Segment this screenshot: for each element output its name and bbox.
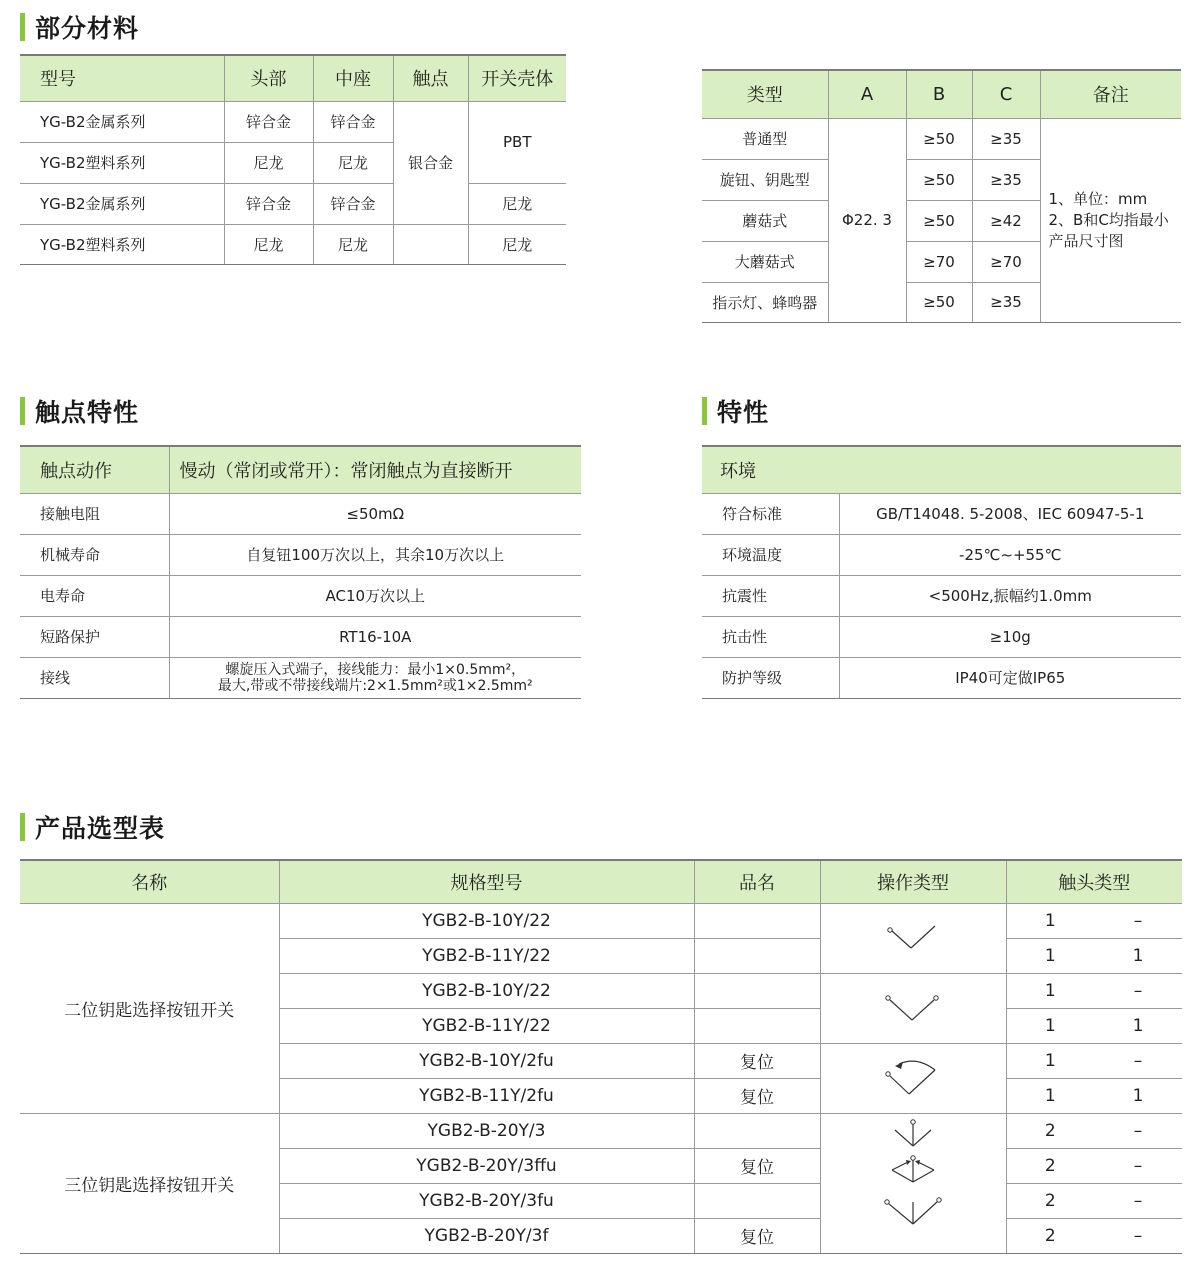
col-header-contact: 触点 [393, 55, 468, 101]
cell-value: <500Hz,振幅约1.0mm [839, 575, 1181, 616]
table-row [702, 616, 1181, 657]
features-header: 环境 [702, 446, 1181, 493]
cell-model: YGB2-B-20Y/3ffu [279, 1148, 694, 1183]
cell-a-merged: Φ22. 3 [828, 118, 906, 322]
col-header-contact-type: 触头类型 [1006, 860, 1182, 903]
contact-table [20, 445, 581, 699]
cell-shell: 尼龙 [468, 183, 566, 224]
cell-type: 普通型 [702, 118, 828, 159]
cell-note-merged [1040, 118, 1181, 322]
cell-type: 旋钮、钥匙型 [702, 159, 828, 200]
cell-pin: 复位 [694, 1218, 820, 1253]
cell-head: 锌合金 [224, 183, 313, 224]
cell-pin: 复位 [694, 1148, 820, 1183]
cell-value: -25℃~+55℃ [839, 534, 1181, 575]
contact-section-title [20, 394, 139, 428]
cell-model: YGB2-B-20Y/3f [279, 1218, 694, 1253]
cell-label: 短路保护 [20, 616, 169, 657]
cell-pin [694, 973, 820, 1008]
cell-pin: 复位 [694, 1043, 820, 1078]
features-header-row [702, 446, 1181, 493]
key-left-icon [820, 903, 1006, 973]
title-accent-bar [702, 397, 707, 425]
cell-value: RT16-10A [169, 616, 581, 657]
col-header-a: A [828, 70, 906, 118]
cell-model: YG-B2塑料系列 [20, 142, 224, 183]
cell-model: YGB2-B-11Y/22 [279, 938, 694, 973]
dimensions-header-row [702, 70, 1181, 118]
cell-type: 大蘑菇式 [702, 241, 828, 282]
col-header-c: C [972, 70, 1040, 118]
cell-value: ≥10g [839, 616, 1181, 657]
cell-contact-no: 1 [1006, 1078, 1094, 1113]
contact-title-text: 触点特性 [35, 398, 140, 427]
cell-value: AC10万次以上 [169, 575, 581, 616]
note-line: 1、单位：mm [1048, 189, 1148, 208]
materials-section-title [20, 10, 139, 44]
cell-contact-no: 2 [1006, 1113, 1094, 1148]
key-three-pos-icon-group [820, 1113, 1006, 1253]
cell-shell-merged: PBT [468, 101, 566, 183]
cell-contact-no: 2 [1006, 1148, 1094, 1183]
table-row [702, 657, 1181, 698]
dimensions-table [702, 69, 1181, 323]
key-return-arc-icon [820, 1043, 1006, 1113]
cell-contact-nc: – [1094, 1183, 1182, 1218]
col-header-model: 规格型号 [279, 860, 694, 903]
cell-contact-nc: – [1094, 1113, 1182, 1148]
col-header-type: 类型 [702, 70, 828, 118]
cell-pin [694, 1008, 820, 1043]
cell-contact-merged: 银合金 [393, 101, 468, 224]
table-row [702, 493, 1181, 534]
cell-mid: 尼龙 [313, 224, 393, 264]
cell-label: 抗震性 [702, 575, 839, 616]
table-row [702, 534, 1181, 575]
cell-contact-no: 1 [1006, 938, 1094, 973]
table-row [20, 534, 581, 575]
cell-b: ≥50 [906, 159, 972, 200]
cell-model: YGB2-B-20Y/3fu [279, 1183, 694, 1218]
features-section-title [702, 394, 769, 428]
table-row [20, 903, 1182, 938]
cell-c: ≥35 [972, 159, 1040, 200]
cell-label: 抗击性 [702, 616, 839, 657]
cell-contact-no: 1 [1006, 1043, 1094, 1078]
cell-value: IP40可定做IP65 [839, 657, 1181, 698]
cell-shell: 尼龙 [468, 224, 566, 264]
cell-model: YGB2-B-11Y/22 [279, 1008, 694, 1043]
cell-label: 电寿命 [20, 575, 169, 616]
cell-value: GB/T14048. 5-2008、IEC 60947-5-1 [839, 493, 1181, 534]
title-accent-bar [20, 397, 25, 425]
cell-mid: 尼龙 [313, 142, 393, 183]
selection-section-title [20, 810, 165, 844]
cell-contact-nc: – [1094, 1043, 1182, 1078]
cell-label: 接触电阻 [20, 493, 169, 534]
cell-contact-no: 1 [1006, 903, 1094, 938]
cell-contact-nc: – [1094, 973, 1182, 1008]
wiring-line: 最大,带或不带接线端片:2×1.5mm²或1×2.5mm² [217, 677, 533, 694]
col-header-op-type: 操作类型 [820, 860, 1006, 903]
materials-title-text: 部分材料 [35, 14, 140, 43]
cell-value: ≤50mΩ [169, 493, 581, 534]
wiring-line: 螺旋压入式端子，接线能力：最小1×0.5mm²， [225, 661, 526, 678]
key-three-pos-icon [878, 1118, 948, 1248]
contact-header-value: 慢动（常闭或常开）：常闭触点为直接断开 [169, 446, 581, 493]
cell-c: ≥35 [972, 282, 1040, 322]
cell-c: ≥42 [972, 200, 1040, 241]
table-row [20, 101, 566, 142]
cell-b: ≥50 [906, 282, 972, 322]
contact-header-row [20, 446, 581, 493]
cell-contact-nc: 1 [1094, 1078, 1182, 1113]
materials-header-row [20, 55, 566, 101]
cell-head: 尼龙 [224, 142, 313, 183]
cell-model: YG-B2金属系列 [20, 101, 224, 142]
cell-contact-empty [393, 224, 468, 264]
cell-model: YGB2-B-10Y/22 [279, 973, 694, 1008]
cell-b: ≥70 [906, 241, 972, 282]
cell-pin [694, 938, 820, 973]
col-header-pin: 品名 [694, 860, 820, 903]
materials-table [20, 54, 566, 265]
cell-contact-no: 1 [1006, 973, 1094, 1008]
col-header-head: 头部 [224, 55, 313, 101]
cell-mid: 锌合金 [313, 101, 393, 142]
cell-model: YGB2-B-11Y/2fu [279, 1078, 694, 1113]
cell-model: YGB2-B-10Y/22 [279, 903, 694, 938]
cell-contact-nc: – [1094, 1218, 1182, 1253]
table-row [702, 575, 1181, 616]
cell-type: 蘑菇式 [702, 200, 828, 241]
table-row [20, 616, 581, 657]
cell-contact-nc: 1 [1094, 938, 1182, 973]
col-header-note: 备注 [1040, 70, 1181, 118]
cell-label: 接线 [20, 657, 169, 698]
cell-model: YGB2-B-20Y/3 [279, 1113, 694, 1148]
cell-pin: 复位 [694, 1078, 820, 1113]
col-header-b: B [906, 70, 972, 118]
table-row [20, 657, 581, 698]
cell-c: ≥70 [972, 241, 1040, 282]
cell-value: 自复钮100万次以上，其余10万次以上 [169, 534, 581, 575]
cell-contact-no: 2 [1006, 1183, 1094, 1218]
cell-b: ≥50 [906, 200, 972, 241]
table-row [702, 118, 1181, 159]
table-row [20, 1113, 1182, 1148]
table-row [20, 493, 581, 534]
selection-table [20, 859, 1182, 1254]
note-line: 产品尺寸图 [1048, 231, 1124, 250]
table-row [20, 575, 581, 616]
cell-contact-no: 1 [1006, 1008, 1094, 1043]
features-table [702, 445, 1181, 699]
features-title-text: 特性 [717, 398, 770, 427]
title-accent-bar [20, 813, 25, 841]
cell-c: ≥35 [972, 118, 1040, 159]
cell-label: 防护等级 [702, 657, 839, 698]
cell-model: YGB2-B-10Y/2fu [279, 1043, 694, 1078]
cell-wiring-value [169, 657, 581, 698]
selection-header-row [20, 860, 1182, 903]
col-header-shell: 开关壳体 [468, 55, 566, 101]
table-row [20, 224, 566, 264]
cell-contact-nc: – [1094, 1148, 1182, 1183]
cell-head: 尼龙 [224, 224, 313, 264]
col-header-mid: 中座 [313, 55, 393, 101]
cell-contact-nc: 1 [1094, 1008, 1182, 1043]
cell-b: ≥50 [906, 118, 972, 159]
cell-type: 指示灯、蜂鸣器 [702, 282, 828, 322]
group-name: 二位钥匙选择按钮开关 [20, 903, 279, 1113]
cell-pin [694, 1113, 820, 1148]
cell-head: 锌合金 [224, 101, 313, 142]
cell-label: 机械寿命 [20, 534, 169, 575]
cell-contact-nc: – [1094, 903, 1182, 938]
cell-label: 符合标准 [702, 493, 839, 534]
selection-title-text: 产品选型表 [35, 814, 166, 843]
cell-pin [694, 903, 820, 938]
cell-model: YG-B2塑料系列 [20, 224, 224, 264]
contact-header-label: 触点动作 [20, 446, 169, 493]
table-row [20, 183, 566, 224]
key-both-icon [820, 973, 1006, 1043]
cell-contact-no: 2 [1006, 1218, 1094, 1253]
group-name: 三位钥匙选择按钮开关 [20, 1113, 279, 1253]
cell-label: 环境温度 [702, 534, 839, 575]
cell-mid: 锌合金 [313, 183, 393, 224]
title-accent-bar [20, 13, 25, 41]
cell-model: YG-B2金属系列 [20, 183, 224, 224]
cell-pin [694, 1183, 820, 1218]
col-header-model: 型号 [20, 55, 224, 101]
note-line: 2、B和C均指最小 [1048, 210, 1169, 229]
col-header-name: 名称 [20, 860, 279, 903]
